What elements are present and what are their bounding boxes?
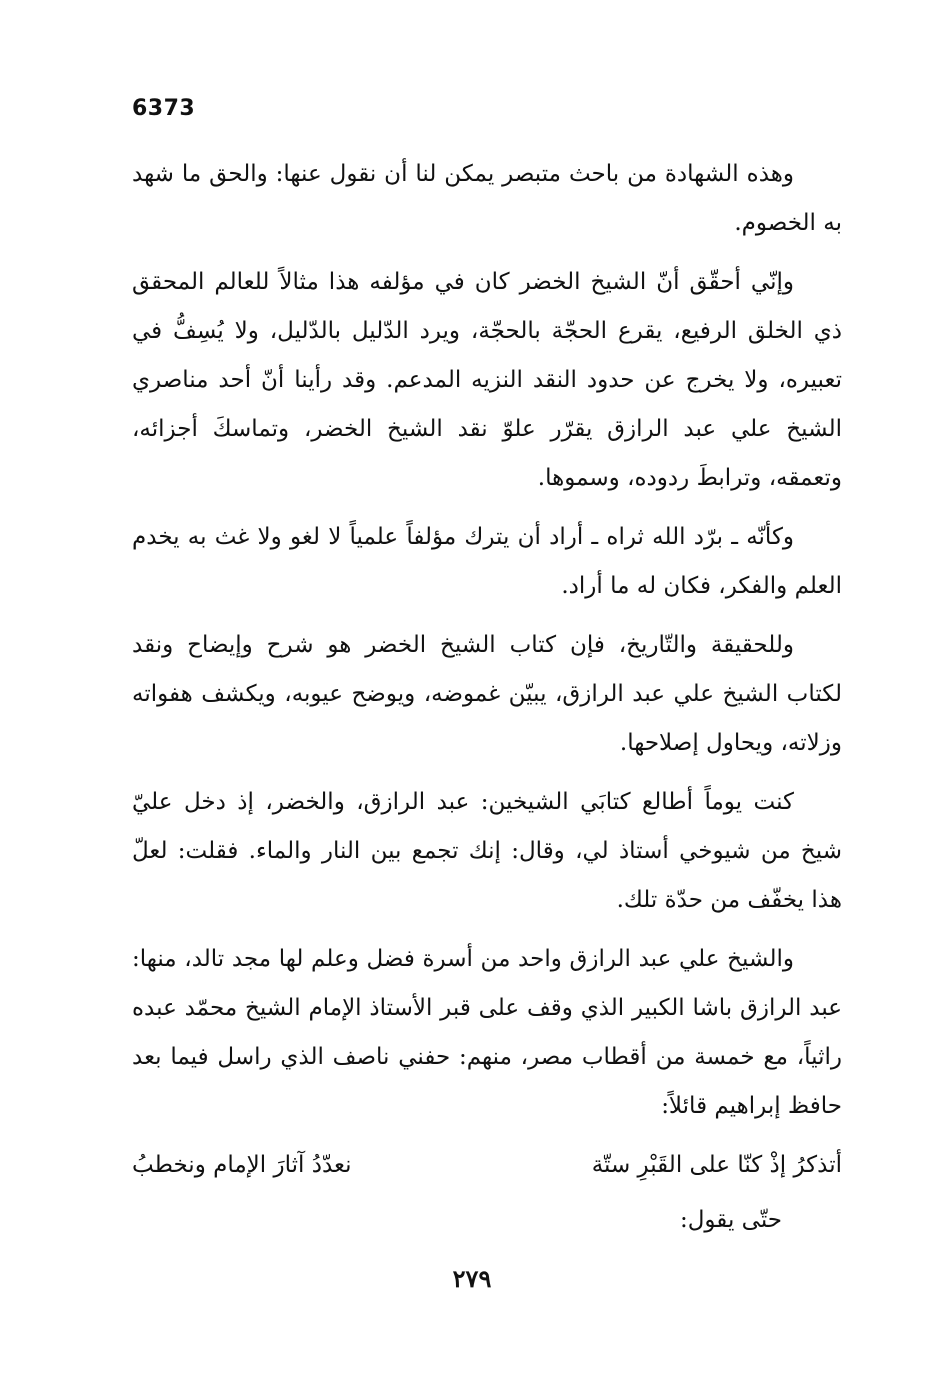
paragraph-truth-history: وللحقيقة والتّاريخ، فإن كتاب الشيخ الخضر هو شرح وإيضاح ونقد لكتاب الشيخ علي عبد الرازق، يبيّن غموضه، ويوضح عيوبه، ويكشف هفواته وزلاته، ويحاول إصلاحها. bbox=[132, 632, 842, 756]
paragraph-testimony: وهذه الشهادة من باحث متبصر يمكن لنا أن نقول عنها: والحق ما شهد به الخصوم. bbox=[132, 161, 842, 236]
paragraph-family: والشيخ علي عبد الرازق واحد من أسرة فضل وعلم لها مجد تالد، منها: عبد الرازق باشا الكبير الذي وقف على قبر الأستاذ الإمام الشيخ محمّد عبده راثياً، مع خمسة من أقطاب مصر، منهم: حفني ناصف الذي راسل فيما بعد حافظ إبراهيم قائلاً: bbox=[132, 946, 842, 1119]
verse-first-hemistich: أتذكرُ إذْ كنّا على القَبْرِ ستّة bbox=[591, 1152, 842, 1178]
poetry-verse bbox=[132, 1141, 842, 1190]
page-number: ٢٧٩ bbox=[452, 1264, 492, 1293]
paragraph-scholarly-work: وكأنّه ـ برّد الله ثراه ـ أراد أن يترك مؤلفاً علمياً لا لغو ولا غث به يخدم العلم والفكر، فكان له ما أراد. bbox=[132, 524, 842, 599]
verse-second-hemistich: نعدّدُ آثارَ الإمام ونخطبُ bbox=[132, 1152, 352, 1178]
paragraph-reading-anecdote: كنت يوماً أطالع كتابَي الشيخين: عبد الرازق، والخضر، إذ دخل عليّ شيخ من شيوخي أستاذ لي، وقال: إنك تجمع بين النار والماء. فقلت: لعلّ هذا يخفّف من حدّة تلك. bbox=[132, 789, 842, 913]
paragraph-khadir-critique: وإنّي أحقّق أنّ الشيخ الخضر كان في مؤلفه هذا مثالاً للعالم المحقق ذي الخلق الرفيع، يقرع الحجّة بالحجّة، ويرد الدّليل بالدّليل، ولا يُسِفُّ في تعبيره، ولا يخرج عن حدود النقد النزيه المدعم. وقد رأينا أنّ أحد مناصري الشيخ علي عبد الرازق يقرّر علوّ نقد الشيخ الخضر، وتماسكَ أجزائه، وتعمقه، وترابطَ ردوده، وسموها. bbox=[132, 269, 842, 491]
document-number: 6373 bbox=[132, 96, 196, 121]
after-verse-text: حتّى يقول: bbox=[679, 1207, 782, 1233]
body-text bbox=[132, 150, 842, 1245]
